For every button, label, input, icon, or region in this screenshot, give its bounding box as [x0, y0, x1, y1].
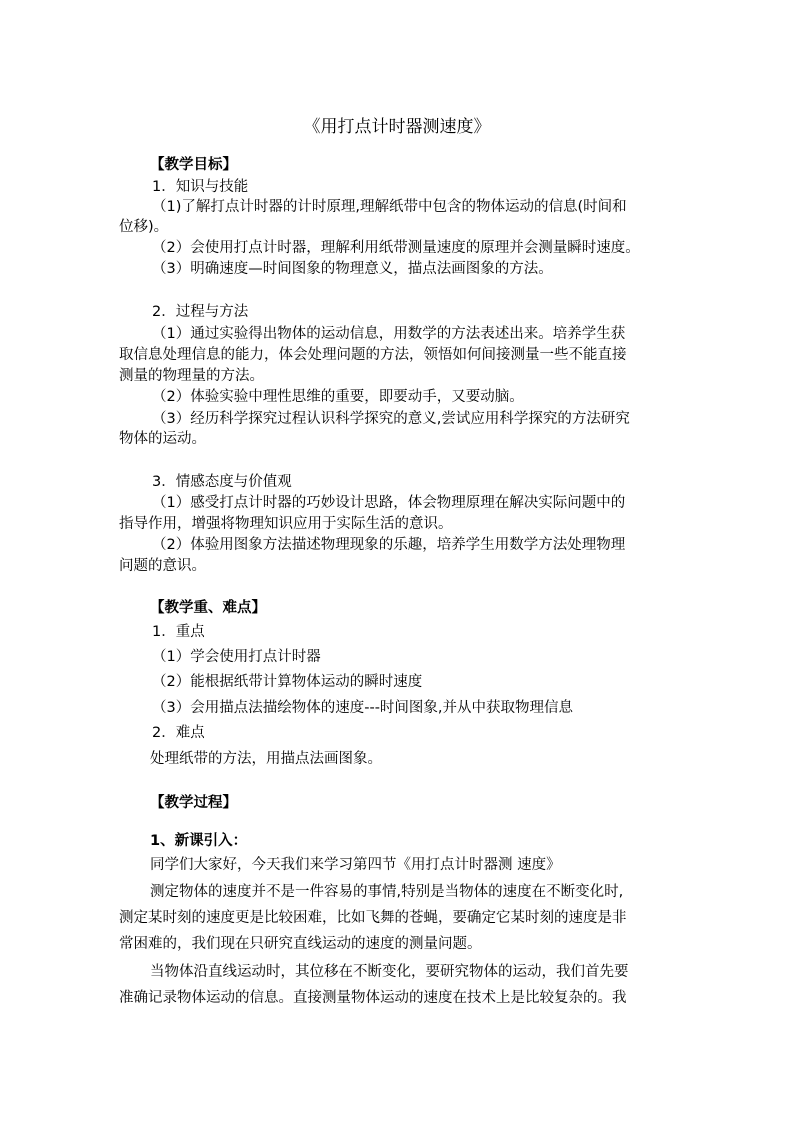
- paragraph-line: 测定物体的速度并不是一件容易的事情,特别是当物体的速度在不断变化时,: [150, 884, 624, 900]
- paragraph-line: 物体的运动。: [119, 431, 206, 447]
- subsection-heading: 2．难点: [152, 725, 205, 741]
- paragraph-line: 取信息处理信息的能力，体会处理问题的方法，领悟如何间接测量一些不能直接: [119, 347, 627, 363]
- paragraph-line: 测量的物理量的方法。: [119, 368, 264, 384]
- paragraph-line: （2）体验用图象方法描述物理现象的乐趣，培养学生用数学方法处理物理: [152, 537, 626, 553]
- paragraph-line: （3）经历科学探究过程认识科学探究的意义,尝试应用科学探究的方法研究: [152, 411, 630, 427]
- paragraph-line: （2）会使用打点计时器，理解利用纸带测量速度的原理并会测量瞬时速度。: [152, 240, 640, 256]
- paragraph-line: 位移)。: [119, 219, 169, 235]
- section-heading-keypoints: 【教学重、难点】: [150, 600, 266, 616]
- subsection-heading: 1．知识与技能: [152, 179, 249, 195]
- paragraph-line: （1）感受打点计时器的巧妙设计思路，体会物理原理在解决实际问题中的: [152, 495, 626, 511]
- paragraph-line: （1）通过实验得出物体的运动信息，用数学的方法表述出来。培养学生获: [152, 326, 626, 342]
- paragraph-line: 准确记录物体运动的信息。直接测量物体运动的速度在技术上是比较复杂的。我: [119, 990, 627, 1006]
- paragraph-line: （2）体验实验中理性思维的重要，即要动手，又要动脑。: [152, 389, 524, 405]
- paragraph-line: 常困难的，我们现在只研究直线运动的速度的测量问题。: [119, 936, 482, 952]
- paragraph-line: （3）明确速度—时间图象的物理意义，描点法画图象的方法。: [152, 261, 553, 277]
- list-item: （3）会用描点法描绘物体的速度---时间图象,并从中获取物理信息: [152, 700, 574, 716]
- paragraph-line: 处理纸带的方法，用描点法画图象。: [150, 751, 382, 767]
- section-heading-process: 【教学过程】: [150, 795, 237, 811]
- subsection-heading: 2．过程与方法: [152, 304, 249, 320]
- paragraph-line: 同学们大家好，今天我们来学习第四节《用打点计时器测 速度》: [150, 857, 561, 873]
- subsection-heading: 1、新课引入：: [150, 833, 248, 849]
- paragraph-line: 问题的意识。: [119, 558, 206, 574]
- paragraph-line: 当物体沿直线运动时，其位移在不断变化，要研究物体的运动，我们首先要: [150, 964, 629, 980]
- subsection-heading: 3．情感态度与价值观: [152, 474, 292, 490]
- document-title: 《用打点计时器测速度》: [303, 117, 491, 137]
- subsection-heading: 1．重点: [152, 624, 205, 640]
- list-item: （2）能根据纸带计算物体运动的瞬时速度: [152, 674, 423, 690]
- paragraph-line: 测定某时刻的速度更是比较困难，比如飞舞的苍蝇，要确定它某时刻的速度是非: [119, 910, 627, 926]
- list-item: （1）学会使用打点计时器: [152, 649, 321, 665]
- section-heading-goals: 【教学目标】: [150, 157, 237, 173]
- paragraph-line: （1)了解打点计时器的计时原理,理解纸带中包含的物体运动的信息(时间和: [152, 199, 627, 215]
- paragraph-line: 指导作用，增强将物理知识应用于实际生活的意识。: [119, 516, 453, 532]
